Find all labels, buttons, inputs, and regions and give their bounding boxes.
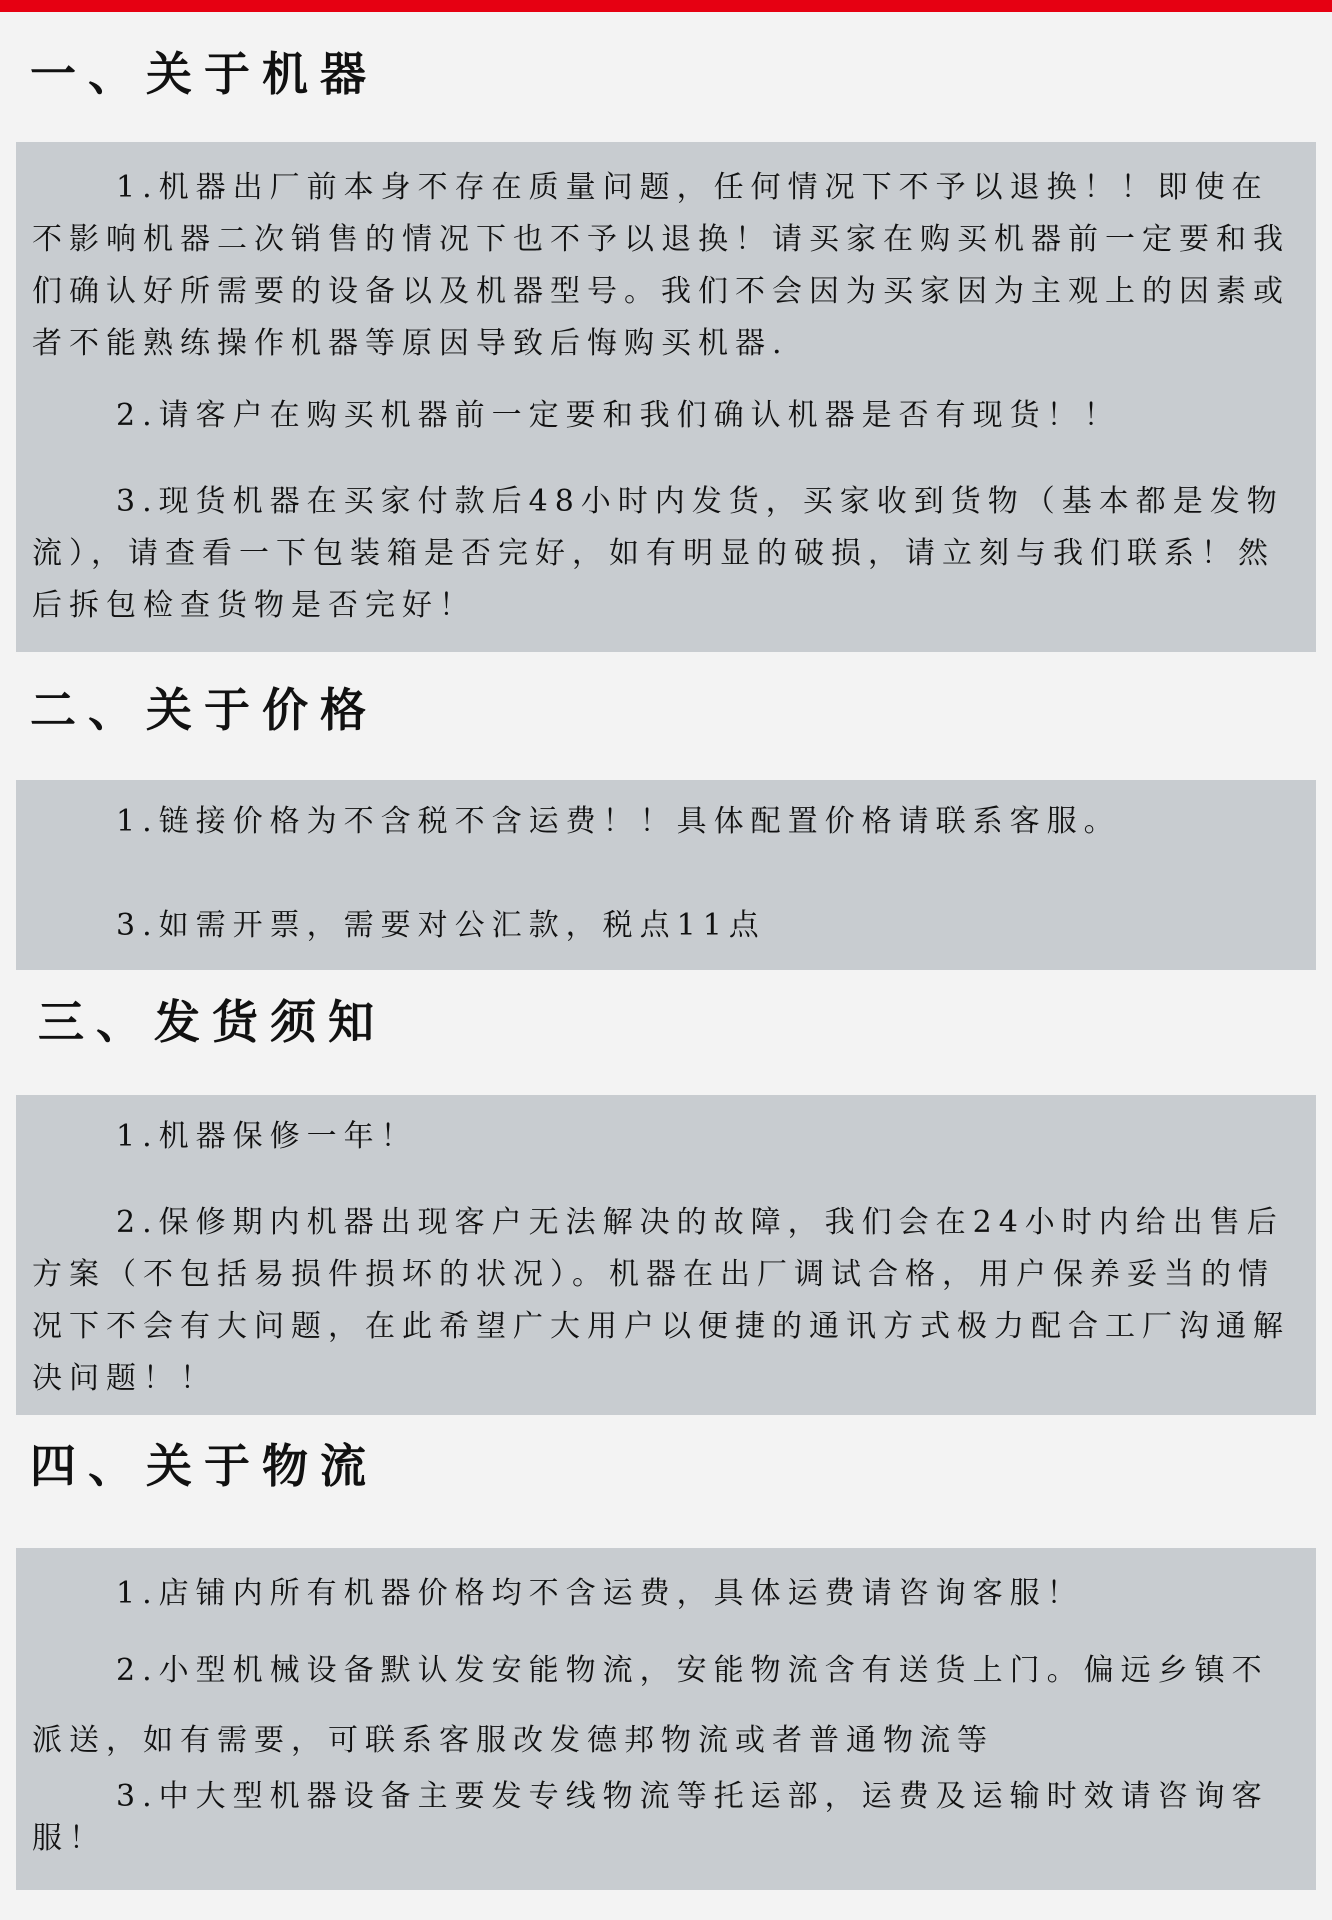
- top-accent-bar: [0, 0, 1332, 12]
- section-title-logistics: 四、关于物流: [30, 1439, 378, 1493]
- logistics-item-2: 2.小型机械设备默认发安能物流，安能物流含有送货上门。偏远乡镇不派送，如有需要，可联系客服改发德邦物流或者普通物流等: [32, 1653, 1269, 1758]
- logistics-item-1: 1.店铺内所有机器价格均不含运费，具体运费请咨询客服！: [116, 1576, 1084, 1611]
- section-title-machine: 一、关于机器: [30, 47, 378, 101]
- machine-item-3: 3.现货机器在买家付款后48小时内发货，买家收到货物（基本都是发物流），请查看一下包装箱是否完好，如有明显的破损，请立刻与我们联系！然后拆包检查货物是否完好！: [32, 484, 1284, 623]
- shipping-item-1: 1.机器保修一年！: [116, 1119, 418, 1154]
- machine-item-1: 1.机器出厂前本身不存在质量问题，任何情况下不予以退换！！即使在不影响机器二次销售的情况下也不予以退换！请买家在购买机器前一定要和我们确认好所需要的设备以及机器型号。我们不会因为买家因为主观上的因素或者不能熟练操作机器等原因导致后悔购买机器.: [32, 170, 1290, 361]
- price-item-2: 3.如需开票，需要对公汇款，税点11点: [116, 908, 766, 943]
- machine-item-2: 2.请客户在购买机器前一定要和我们确认机器是否有现货！！: [116, 398, 1121, 433]
- price-item-1: 1.链接价格为不含税不含运费！！具体配置价格请联系客服。: [116, 804, 1121, 839]
- logistics-item-3: 3.中大型机器设备主要发专线物流等托运部，运费及运输时效请咨询客服！: [32, 1779, 1269, 1856]
- section-title-shipping: 三、发货须知: [38, 995, 386, 1049]
- panel-shipping: [16, 1095, 1316, 1415]
- section-title-price: 二、关于价格: [30, 683, 378, 737]
- panel-price: [16, 780, 1316, 970]
- shipping-item-2: 2.保修期内机器出现客户无法解决的故障，我们会在24小时内给出售后方案（不包括易损件损坏的状况）。机器在出厂调试合格，用户保养妥当的情况下不会有大问题，在此希望广大用户以便捷的通讯方式极力配合工厂沟通解决问题！！: [32, 1205, 1290, 1396]
- panel-logistics: [16, 1548, 1316, 1890]
- panel-machine: [16, 142, 1316, 652]
